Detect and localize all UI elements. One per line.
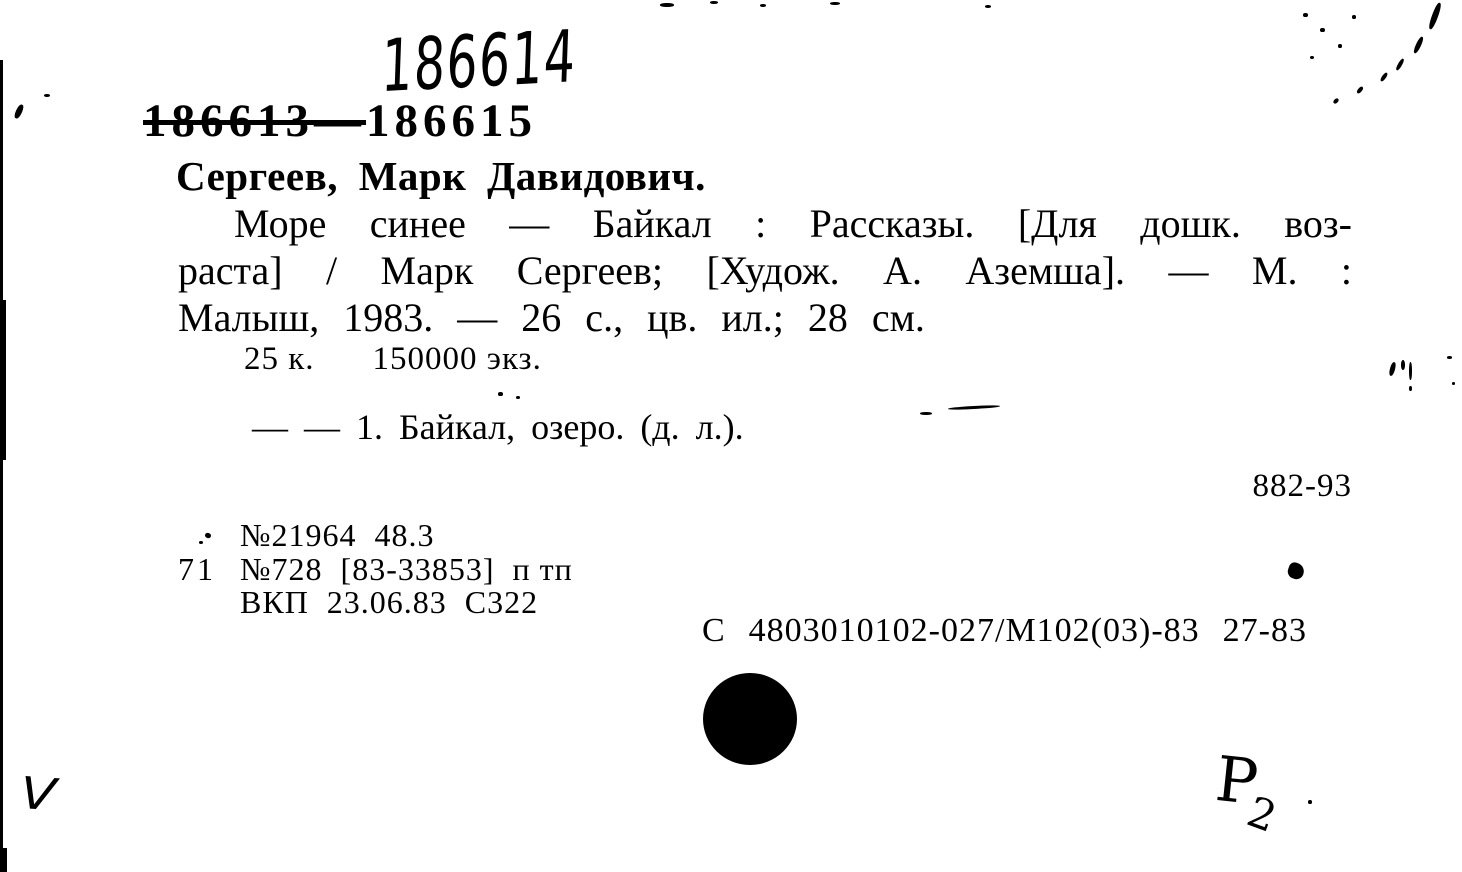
ink-speck [498, 392, 503, 396]
ink-speck [1308, 800, 1312, 804]
handwritten-accession-number: 186614 [379, 13, 578, 109]
ink-speck [710, 1, 718, 4]
ink-speck [1401, 360, 1405, 370]
ink-speck [1452, 382, 1455, 385]
ink-speck [948, 405, 1000, 411]
corner-dash [1412, 36, 1424, 54]
struck-accession-number: 186613— [143, 95, 366, 147]
corner-dash [1332, 97, 1339, 104]
ink-blot [1286, 561, 1307, 582]
registry-row-2 [178, 550, 573, 587]
description-line-1: Море синее — Байкал : Рассказы. [Для дошк. воз- [234, 201, 1352, 246]
ink-speck [516, 396, 520, 399]
ink-speck [830, 2, 840, 5]
price: 25 к. [244, 341, 315, 377]
ink-speck [1409, 362, 1412, 380]
subject-entry: — — 1. Байкал, озеро. (д. л.). [252, 407, 744, 447]
ink-speck [760, 4, 766, 7]
scan-edge-corner-blob [0, 848, 7, 872]
handwritten-shelf-mark [1210, 742, 1282, 840]
ink-speck [1388, 362, 1396, 377]
udc-number: 882-93 [1252, 468, 1352, 504]
author-heading: Сергеев, Марк Давидович. [176, 153, 706, 199]
ink-speck [44, 94, 50, 97]
description-line-3: Малыш, 1983. — 26 с., цв. ил.; 28 см. [178, 295, 925, 340]
shelf-mark-letter: Р [1212, 741, 1262, 819]
registry-row-2-text: №728 [83-33853] п тп [240, 550, 573, 587]
ink-speck [1352, 15, 1356, 19]
registry-block [178, 519, 573, 620]
ink-speck [985, 5, 991, 8]
handwritten-check-mark: V [18, 768, 58, 822]
registry-row-2-prefix: 71 [178, 550, 216, 587]
corner-dash [1395, 58, 1405, 71]
price-row [244, 341, 542, 378]
ink-speck [660, 3, 674, 7]
ink-speck [1447, 356, 1452, 359]
ink-speck [1310, 56, 1314, 59]
ink-speck [1409, 386, 1412, 391]
ink-speck [13, 103, 25, 119]
corner-dash [1379, 72, 1388, 82]
ink-speck [1320, 28, 1325, 32]
corner-dash [1356, 86, 1364, 95]
scan-edge-left [0, 60, 3, 872]
ink-speck [920, 412, 932, 415]
ink-speck [1303, 13, 1308, 17]
registry-row-3: ВКП 23.06.83 С322 [240, 584, 539, 620]
registry-row-1: №21964 48.3 [240, 517, 435, 553]
description-line-2: раста] / Марк Сергеев; [Худож. А. Аземша]. — М. : [178, 248, 1352, 293]
accession-number-range [143, 94, 537, 148]
scan-edge-left-thick [0, 300, 6, 460]
catalog-code: С 4803010102-027/М102(03)-83 27-83 [702, 612, 1307, 649]
current-accession-number: 186615 [366, 95, 537, 147]
punch-hole [703, 673, 797, 765]
corner-dash [1427, 2, 1442, 30]
print-run: 150000 экз. [372, 341, 542, 377]
ink-speck [1338, 44, 1342, 48]
shelf-mark-subscript: 2 [1240, 786, 1283, 842]
